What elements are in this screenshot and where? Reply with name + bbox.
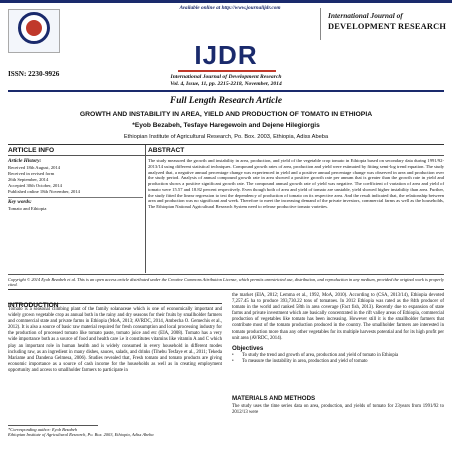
article-type: Full Length Research Article xyxy=(170,96,282,106)
journal-label-line2: DEVELOPMENT RESEARCH xyxy=(328,22,447,31)
history-item: 26th September, 2014 xyxy=(8,176,49,182)
copyright-notice: Copyright © 2014 Eyob Bezabeh et al. This is an open access article distributed under the Creative Commons Attribution License, which permits unrestricted use, distribution, and reproduction in any medium, provided the original work is properly cited. xyxy=(8,277,444,288)
volume-info: Vol. 4, Issue, 11, pp. 2215-2218, November, 2014 xyxy=(170,81,282,87)
column-separator xyxy=(145,145,146,273)
methods-heading: MATERIALS AND METHODS xyxy=(232,395,316,402)
journal-logo-underline xyxy=(178,70,276,72)
article-history-title: Article History: xyxy=(8,158,42,164)
keywords-divider xyxy=(8,197,143,198)
available-online-text: Available online at http://www.journalijdr.com xyxy=(179,5,281,11)
copyright-divider xyxy=(8,289,444,290)
issn-label: ISSN: 2230-9926 xyxy=(8,70,60,78)
introduction-heading-box xyxy=(8,294,222,309)
history-item: Received in revised form xyxy=(8,170,55,176)
objective-text: To study the trend and growth of area, production and yield of tomato in Ethiopia xyxy=(242,353,399,358)
bullet-icon: • xyxy=(232,359,234,365)
article-title: GROWTH AND INSTABILITY IN AREA, YIELD AND PRODUCTION OF TOMATO IN ETHIOPIA xyxy=(79,111,373,118)
top-color-bar xyxy=(0,0,452,3)
footnote xyxy=(8,427,222,438)
article-authors: *Eyob Bezabeh, Tesfaye Haregewoin and Dejene Hilegiorgis xyxy=(132,122,320,129)
introduction-continuation: the market (EIA, 2012; Lemma et al., 1992, MoA, 2010). According to (CSA, 2013/14), Ethiopia devoted 7,257.45 ha to produce 393,730.22 tons of tomatoes. In 2012 Ethiopia was rated as the 84th producer of tomato in the world and ranked 58th in area coverage (Fact fish, 2013). Recently due to expansion of state farms and private investment which are basically concentrated in the rift valley areas of Ethiopia, commercial production of vegetables like tomato has been increasing. However still it is the smallholder farmers that contribute most of the tomato production produced in the country. The smallholder farmers are interested in tomato production more than any other vegetables for its multiple harvests potential and for its high profit per unit area (AVRDC, 2014). xyxy=(232,293,444,341)
info-divider xyxy=(8,155,444,156)
history-item: Accepted 30th October, 2014 xyxy=(8,182,62,188)
bullet-icon: • xyxy=(232,353,234,358)
article-info-heading: ARTICLE INFO xyxy=(8,147,55,154)
abstract-divider xyxy=(8,274,444,275)
journal-name: International Journal of Development Research xyxy=(170,74,282,80)
list-item xyxy=(232,359,444,365)
title-divider xyxy=(8,144,444,145)
methods-text: The study uses the time series data on area, production, and yields of tomato for 23years from 1991/92 to 2012/13 were xyxy=(232,404,444,416)
header-divider xyxy=(8,90,444,92)
journal-label-line1: International Journal of xyxy=(328,11,403,20)
objective-text: To measure the instability in area, production and yield of tomato xyxy=(242,359,368,365)
publisher-logo-center-icon xyxy=(26,20,42,36)
abstract-heading: ABSTRACT xyxy=(148,147,185,154)
footnote-divider xyxy=(8,425,98,426)
journal-logo: IJDR xyxy=(194,40,258,70)
article-history-list xyxy=(8,165,143,195)
keywords-title: Key words: xyxy=(8,199,32,205)
objectives-heading: Objectives xyxy=(232,345,264,352)
introduction-text: Tomato is a seasonal climbing plant of the family solanaceae which is one of economically important and widely grown vegetable crop as annual both in the rainy and dry seasons for their fruits by smallholder farmers and commercial state and private farms in Ethiopia (MoA, 2013; AVRDC, 2014, Ambecha O. Gemechis et al., 2012). It is also a source of basic raw material required for fresh consumption and local processing industry for the production of processed tomato like tomato paste, tomato juice and etc (EIA, 2008). Tomato has a very wide importance both as a source of food and health care i.e it constitutes vitamins like vitamin A and C which play an important role in human health and is widely consumed in every household in different modes including raw, as an ingredient in many dishes, sauces, salads, and drinks (Tihebu Tesfaye et al., 2011; Tekeda Mariame and Dandena Gelmesa, 2006). Studies revealed that, Fresh tomato and tomato products are giving economic importance as a source of cash income for the households as well as in creating employment opportunity and access to smallholder farmers to participate in xyxy=(8,307,222,373)
objectives-list xyxy=(232,353,444,365)
corresponding-author: *Corresponding author: Eyob Bezabeh xyxy=(8,427,77,432)
history-item: Published online 18th November, 2014 xyxy=(8,188,80,194)
history-item: Received 18th August, 2014 xyxy=(8,165,61,170)
introduction-heading: INTRODUCTION xyxy=(8,302,59,309)
abstract-text: The study measured the growth and instability in area, production, and yield of the vegetable crop tomato in Ethiopia based on secondary data during 1991/92-2013/14 using different statistical techniques. Compound growth rates of area, production and yield were estimated by fitting semi-log trend equation. The study analyzed that, a negative annual percentage change was experienced in yield and a positive annual percentage change was observed in area and production over the study period. Analysis of annual compound growth rate in area showed a positive growth rate per annum that is greater than the growth rate in yield and production shows a positive significant growth rate. The compound annual growth rate of yield was negative. The coefficient of variation of area and yield of tomato were 15.57 and 18.82 percent respectively. Even though both of area and yield of tomato are unstable, yield showed higher instability than area. Further, the study fitted the linear regression to test the dependency of production of tomato on its respective area. And the result indicated that, the relationship between area and production was no significant and week. Therefore to meet the increasing demand of the private investors, commercial farms as well as the households, The Ethiopian National Agricultural Research System need to release productive tomato varieties. xyxy=(148,158,444,209)
keywords-text: Tomato and Ethiopia xyxy=(8,206,47,211)
author-address: Ethiopian Institute of Agricultural Research, Po. Box. 2003, Ethiopia, Adiss Abeba xyxy=(8,432,154,438)
article-affiliation: Ethiopian Institute of Agricultural Research, Po. Box. 2003, Ethiopia, Adiss Abeba xyxy=(123,134,329,140)
